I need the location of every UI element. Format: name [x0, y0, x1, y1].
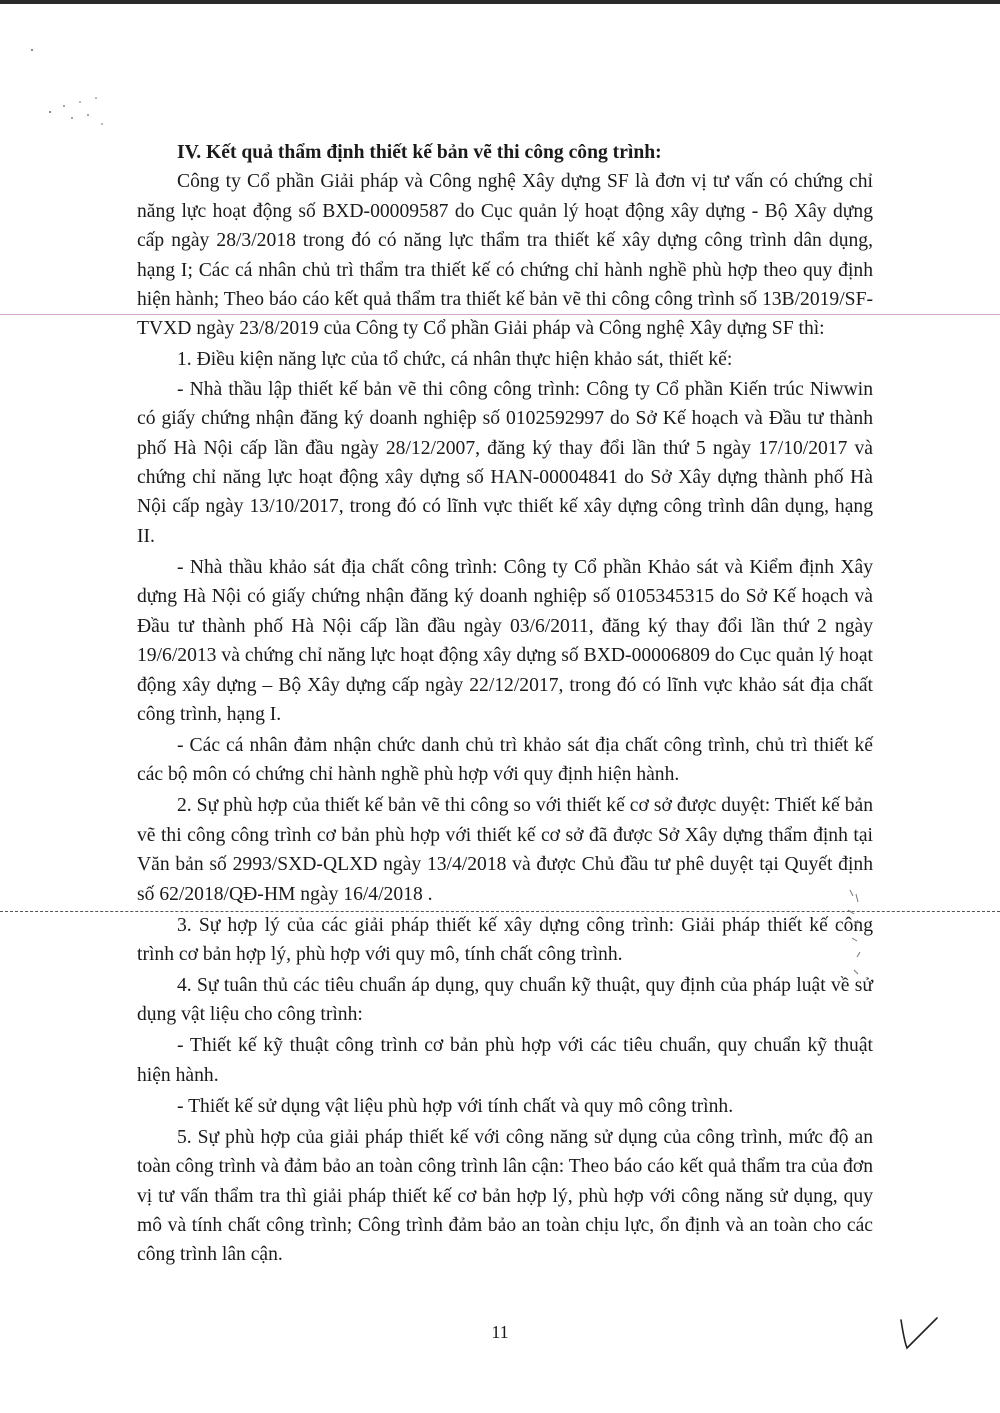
page-number: 11	[491, 1322, 509, 1342]
handwritten-tick	[895, 1310, 941, 1356]
paragraph-item-4: 4. Sự tuân thủ các tiêu chuẩn áp dụng, quy chuẩn kỹ thuật, quy định của pháp luật về sử dụng vật liệu cho công trình:	[137, 974, 873, 1026]
section-heading: IV. Kết quả thẩm định thiết kế bản vẽ thi công công trình:	[177, 142, 662, 163]
paragraph-standards: - Thiết kế kỹ thuật công trình cơ bản phù hợp với các tiêu chuẩn, quy chuẩn kỹ thuật hiện hành.	[137, 1035, 873, 1086]
paragraph-design-contractor: - Nhà thầu lập thiết kế bản vẽ thi công công trình: Công ty Cổ phần Kiến trúc Niwwin có giấy chứng nhận đăng ký doanh nghiệp số 0102592997 do Sở Kế hoạch và Đầu tư thành phố Hà Nội cấp lần đầu ngày 28/12/2007, đăng ký thay đổi lần thứ 5 ngày 17/10/2017 và chứng chỉ năng lực hoạt động xây dựng số HAN-00004841 do Sở Xây dựng thành phố Hà Nội cấp ngày 13/10/2017, trong đó có lĩnh vực thiết kế xây dựng công trình dân dụng, hạng II.	[137, 378, 873, 547]
scan-edge	[0, 0, 1000, 4]
paragraph-materials: - Thiết kế sử dụng vật liệu phù hợp với tính chất và quy mô công trình.	[177, 1095, 734, 1117]
paragraph-item-2: 2. Sự phù hợp của thiết kế bản vẽ thi công so với thiết kế cơ sở được duyệt: Thiết kế bản vẽ thi công công trình cơ bản phù hợp với thiết kế cơ sở đã được Sở Xây dựng thẩm định tại Văn bản số 2993/SXD-QLXD ngày 13/4/2018 và được Chủ đầu tư phê duyệt tại Quyết định số 62/2018/QĐ-HM ngày 16/4/2018 .	[137, 795, 873, 905]
scan-specks	[20, 40, 110, 140]
paragraph-item-5: 5. Sự phù hợp của giải pháp thiết kế với công năng sử dụng của công trình, mức độ an toàn công trình và đảm bảo an toàn công trình lân cận: Theo báo cáo kết quả thẩm tra của đơn vị tư vấn thẩm tra thì giải pháp thiết kế cơ bản hợp lý, phù hợp với công năng sử dụng, quy mô và tính chất công trình; Công trình đảm bảo an toàn chịu lực, ổn định và an toàn cho các công trình lân cận.	[137, 1126, 873, 1266]
stamp-residue	[838, 880, 878, 990]
paragraph-item-3: 3. Sự hợp lý của các giải pháp thiết kế xây dựng công trình: Giải pháp thiết kế công trình cơ bản hợp lý, phù hợp với quy mô, tính chất công trình.	[137, 914, 873, 965]
paragraph-intro: Công ty Cổ phần Giải pháp và Công nghệ Xây dựng SF là đơn vị tư vấn có chứng chỉ năng lực hoạt động số BXD-00009587 do Cục quản lý hoạt động xây dựng - Bộ Xây dựng cấp ngày 28/3/2018 trong đó có năng lực thẩm tra thiết kế xây dựng công trình dân dụng, hạng I; Các cá nhân chủ trì thẩm tra thiết kế có chứng chỉ hành nghề phù hợp theo quy định hiện hành; Theo báo cáo kết quả thẩm tra thiết kế bản vẽ thi công công trình số 13B/2019/SF-TVXD ngày 23/8/2019 của Công ty Cổ phần Giải pháp và Công nghệ Xây dựng SF thì:	[137, 171, 873, 340]
paragraph-survey-contractor: - Nhà thầu khảo sát địa chất công trình: Công ty Cổ phần Khảo sát và Kiểm định Xây dựng Hà Nội có giấy chứng nhận đăng ký doanh nghiệp số 0105345315 do Sở Kế hoạch và Đầu tư thành phố Hà Nội cấp lần đầu ngày 03/6/2011, đăng ký thay đổi lần thứ 2 ngày 19/6/2013 và chứng chỉ năng lực hoạt động xây dựng số BXD-00006809 do Cục quản lý hoạt động xây dựng – Bộ Xây dựng cấp ngày 22/12/2017, trong đó có lĩnh vực khảo sát địa chất công trình, hạng I.	[137, 556, 873, 725]
paragraph-item-1: 1. Điều kiện năng lực của tổ chức, cá nhân thực hiện khảo sát, thiết kế:	[177, 349, 733, 371]
document-body	[137, 138, 873, 1271]
paragraph-individuals: - Các cá nhân đảm nhận chức danh chủ trì khảo sát địa chất công trình, chủ trì thiết kế các bộ môn có chứng chỉ hành nghề phù hợp với quy định hiện hành.	[137, 734, 873, 786]
